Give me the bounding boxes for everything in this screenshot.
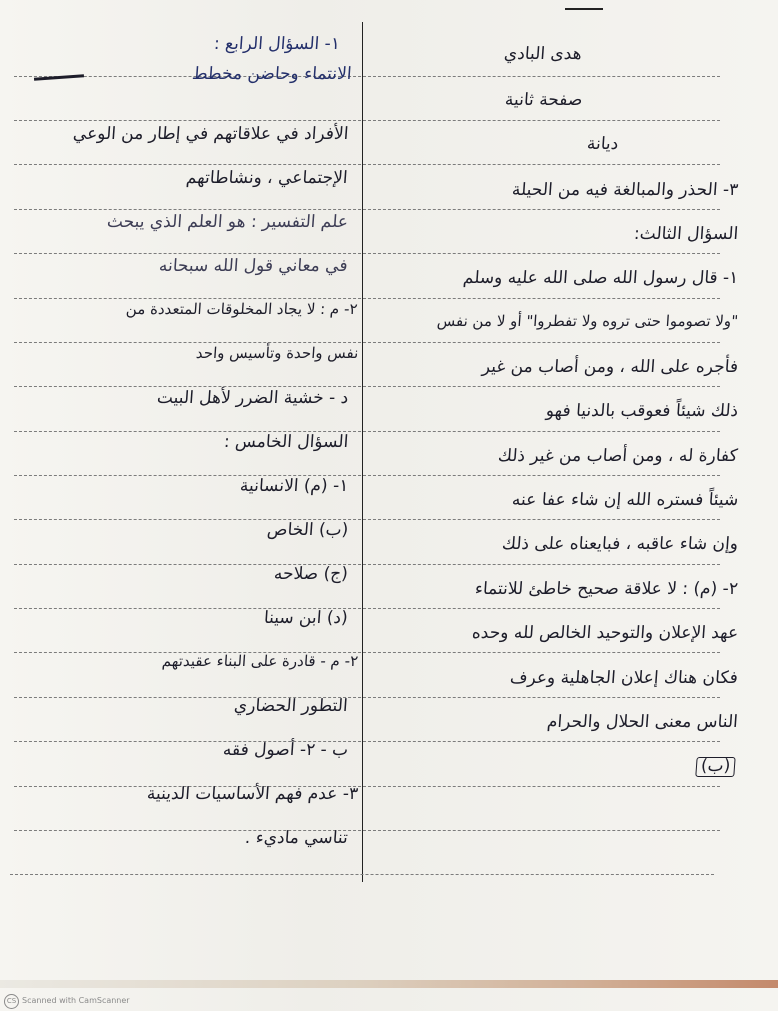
answer-line: التطور الحضاري xyxy=(233,696,349,716)
top-mark xyxy=(565,8,603,10)
answer-line: ذلك شيئاً فعوقب بالدنيا فهو xyxy=(545,401,739,421)
answer-line: نفس واحدة وتأسيس واحد xyxy=(194,344,359,362)
answer-line: الأفراد في علاقاتهم في إطار من الوعي xyxy=(71,124,349,144)
answer-line: ٢- (م) : لا علاقة صحيح خاطئ للانتماء xyxy=(474,579,739,599)
ruled-line xyxy=(14,120,720,121)
ruled-line xyxy=(14,298,720,299)
ruled-line xyxy=(14,342,720,343)
answer-line: الإجتماعي ، ونشاطاتهم xyxy=(185,168,349,188)
answer-line: (ج) صلاحه xyxy=(273,564,349,584)
ruled-line xyxy=(14,652,720,653)
student-name: هدى البادي xyxy=(503,44,583,64)
question-heading: السؤال الخامس : xyxy=(223,432,349,452)
ruled-line xyxy=(14,564,720,565)
answer-line: فأجره على الله ، ومن أصاب من غير xyxy=(481,357,739,377)
answer-line: ٣- عدم فهم الأساسيات الدينية xyxy=(146,784,359,804)
answer-line: وإن شاء عاقبه ، فبايعناه على ذلك xyxy=(501,534,739,554)
camscanner-watermark xyxy=(4,994,130,1009)
answer-line: (د) ابن سينا xyxy=(263,608,349,628)
answer-line: ٣- الحذر والمبالغة فيه من الحيلة xyxy=(511,180,739,200)
answer-line: "ولا تصوموا حتى تروه ولا تفطروا" أو لا من نفس xyxy=(436,312,739,330)
page-label: صفحة ثانية xyxy=(503,90,583,110)
ruled-line xyxy=(14,76,720,77)
answer-line: الانتماء وحاضن مخطط xyxy=(191,64,353,84)
ruled-line xyxy=(14,697,720,698)
answer-line: تناسي ماديء . xyxy=(244,828,349,848)
column-divider xyxy=(362,22,363,882)
ruled-line xyxy=(14,386,720,387)
answer-line: فكان هناك إعلان الجاهلية وعرف xyxy=(509,668,739,688)
ruled-line xyxy=(14,164,720,165)
ruled-line xyxy=(14,209,720,210)
answer-line: ١- (م) الانسانية xyxy=(238,476,349,496)
answer-line: علم التفسير : هو العلم الذي يبحث xyxy=(106,212,349,232)
ruled-line xyxy=(14,741,720,742)
subject-label: ديانة xyxy=(585,134,619,154)
answer-line: شيئاً فستره الله إن شاء عفا عنه xyxy=(510,490,739,510)
answer-line: ١- قال رسول الله صلى الله عليه وسلم xyxy=(462,268,739,288)
ruled-line xyxy=(14,475,720,476)
answer-line: عهد الإعلان والتوحيد الخالص لله وحده xyxy=(471,623,739,643)
watermark-text: Scanned with CamScanner xyxy=(22,996,130,1005)
answer-choice-label: (ب) xyxy=(695,757,736,777)
answer-line: ٢- م - قادرة على البناء عقيدتهم xyxy=(161,652,359,670)
ruled-line xyxy=(14,830,720,831)
ruled-line xyxy=(10,874,714,875)
ruled-line xyxy=(14,608,720,609)
answer-line: ب - ٢- أصول فقه xyxy=(222,740,349,760)
answer-choice xyxy=(692,756,739,777)
answer-line: د - خشية الضرر لأهل البيت xyxy=(156,388,349,408)
answer-line: كفارة له ، ومن أصاب من غير ذلك xyxy=(497,446,739,466)
answer-line: في معاني قول الله سبحانه xyxy=(158,256,349,276)
question-heading: ١- السؤال الرابع : xyxy=(213,34,341,54)
ruled-line xyxy=(14,786,720,787)
page-edge-strip xyxy=(0,980,778,988)
answer-line: الناس معنى الحلال والحرام xyxy=(546,712,739,732)
question-heading: السؤال الثالث: xyxy=(633,224,739,244)
camscanner-logo-icon: CS xyxy=(4,994,19,1009)
answer-line: ٢- م : لا يجاد المخلوقات المتعددة من xyxy=(125,300,359,318)
ruled-line xyxy=(14,431,720,432)
ruled-line xyxy=(14,253,720,254)
ruled-line xyxy=(14,519,720,520)
answer-line: (ب) الخاص xyxy=(266,520,349,540)
